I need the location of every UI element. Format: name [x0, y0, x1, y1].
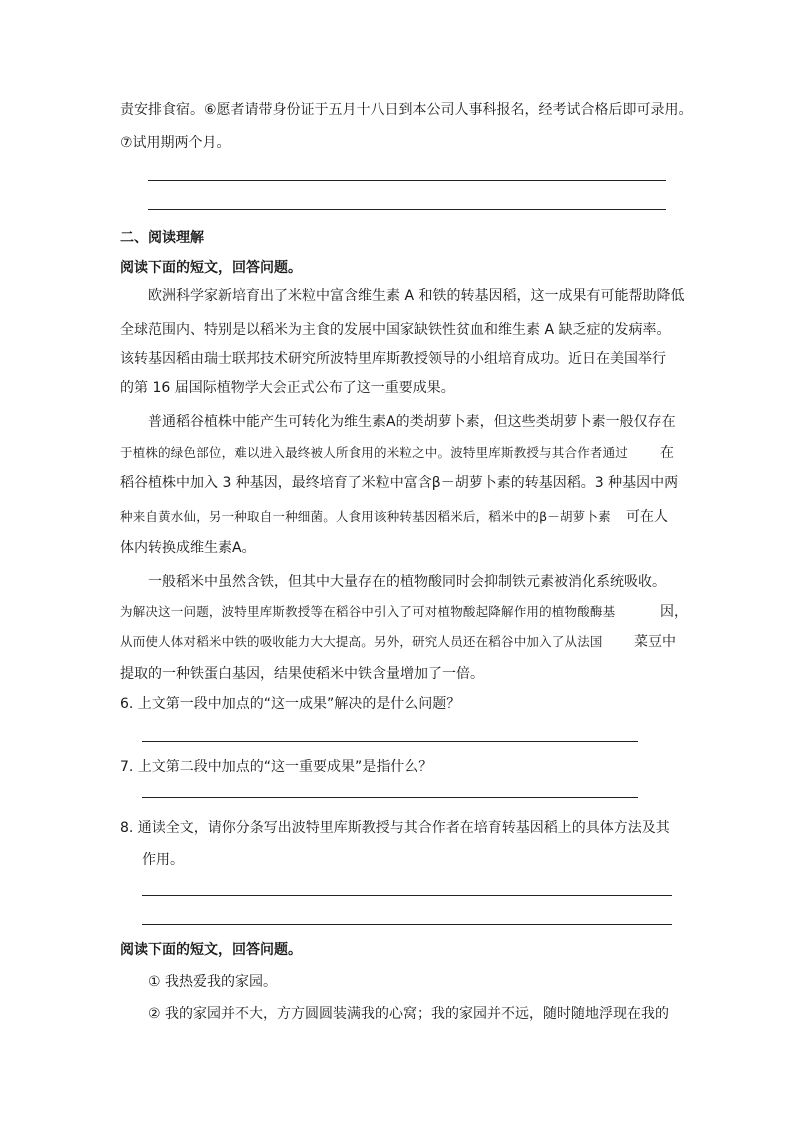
- passage-line: 于植株的绿色部位，难以进入最终被人所食用的米粒之中。波特里库斯教授与其合作者通过: [120, 445, 629, 460]
- passage-line-tail: 可在人: [626, 509, 668, 525]
- passage-line: 种来自黄水仙，另一种取自一种细菌。人食用该种转基因稻米后，稻米中的β－胡萝卜素: [120, 509, 611, 524]
- passage-line: 体内转换成维生素A。: [120, 540, 256, 556]
- passage-line-tail: 在: [660, 445, 674, 461]
- passage-line: 的第 16 届国际植物学大会正式公布了这一重要成果。: [120, 380, 455, 396]
- passage-line: 稻谷植株中加入 3 种基因，最终培育了米粒中富含β－胡萝卜素的转基因稻。3 种基因中两: [120, 475, 679, 491]
- answer-line[interactable]: [142, 895, 672, 896]
- question-8: 8. 通读全文，请你分条写出波特里库斯教授与其合作者在培育转基因稻上的具体方法及其: [120, 820, 670, 836]
- passage-line: 普通稻谷植株中能产生可转化为维生素A的类胡萝卜素，但这些类胡萝卜素一般仅存在: [148, 414, 676, 430]
- section-heading: 二、阅读理解: [120, 230, 204, 246]
- top-line-2: ⑦试用期两个月。: [120, 135, 231, 151]
- passage-line-tail: 菜豆中: [634, 634, 676, 650]
- passage-line: 一般稻米中虽然含铁，但其中大量存在的植物酸同时会抑制铁元素被消化系统吸收。: [148, 574, 666, 590]
- answer-line[interactable]: [148, 209, 666, 210]
- passage-2-line: ② 我的家园并不大，方方圆圆装满我的心窝；我的家园并不远，随时随地浮现在我的: [148, 1006, 669, 1022]
- passage-line: 该转基因稻由瑞士联邦技术研究所波特里库斯教授领导的小组培育成功。近日在美国举行: [120, 351, 666, 367]
- passage-line: 欧洲科学家新培育出了米粒中富含维生素 A 和铁的转基因稻，这一成果有可能帮助降低: [148, 288, 685, 304]
- reading-instruction: 阅读下面的短文，回答问题。: [120, 260, 302, 276]
- question-6: 6. 上文第一段中加点的“这一成果”解决的是什么问题？: [120, 696, 461, 712]
- question-7: 7. 上文第二段中加点的“这一重要成果”是指什么？: [120, 759, 433, 775]
- top-line-1: 责安排食宿。⑥愿者请带身份证于五月十八日到本公司人事科报名，经考试合格后即可录用。: [120, 102, 693, 118]
- passage-2-line: ① 我热爱我的家园。: [148, 974, 278, 990]
- passage-line: 全球范围内、特别是以稻米为主食的发展中国家缺铁性贫血和维生素 A 缺乏症的发病率。: [120, 322, 671, 338]
- answer-line[interactable]: [142, 741, 638, 742]
- passage-line-tail: 因，: [660, 604, 688, 620]
- question-8-continued: 作用。: [142, 852, 184, 868]
- answer-line[interactable]: [142, 797, 638, 798]
- passage-line: 为解决这一问题，波特里库斯教授等在稻谷中引入了可对植物酸起降解作用的植物酸酶基: [120, 604, 616, 619]
- answer-line[interactable]: [148, 180, 666, 181]
- passage-line: 提取的一种铁蛋白基因，结果使稻米中铁含量增加了一倍。: [120, 666, 484, 682]
- answer-line[interactable]: [142, 924, 672, 925]
- reading-instruction-2: 阅读下面的短文，回答问题。: [120, 942, 302, 958]
- passage-line: 从而使人体对稻米中铁的吸收能力大大提高。另外，研究人员还在稻谷中加入了从法国: [120, 634, 603, 649]
